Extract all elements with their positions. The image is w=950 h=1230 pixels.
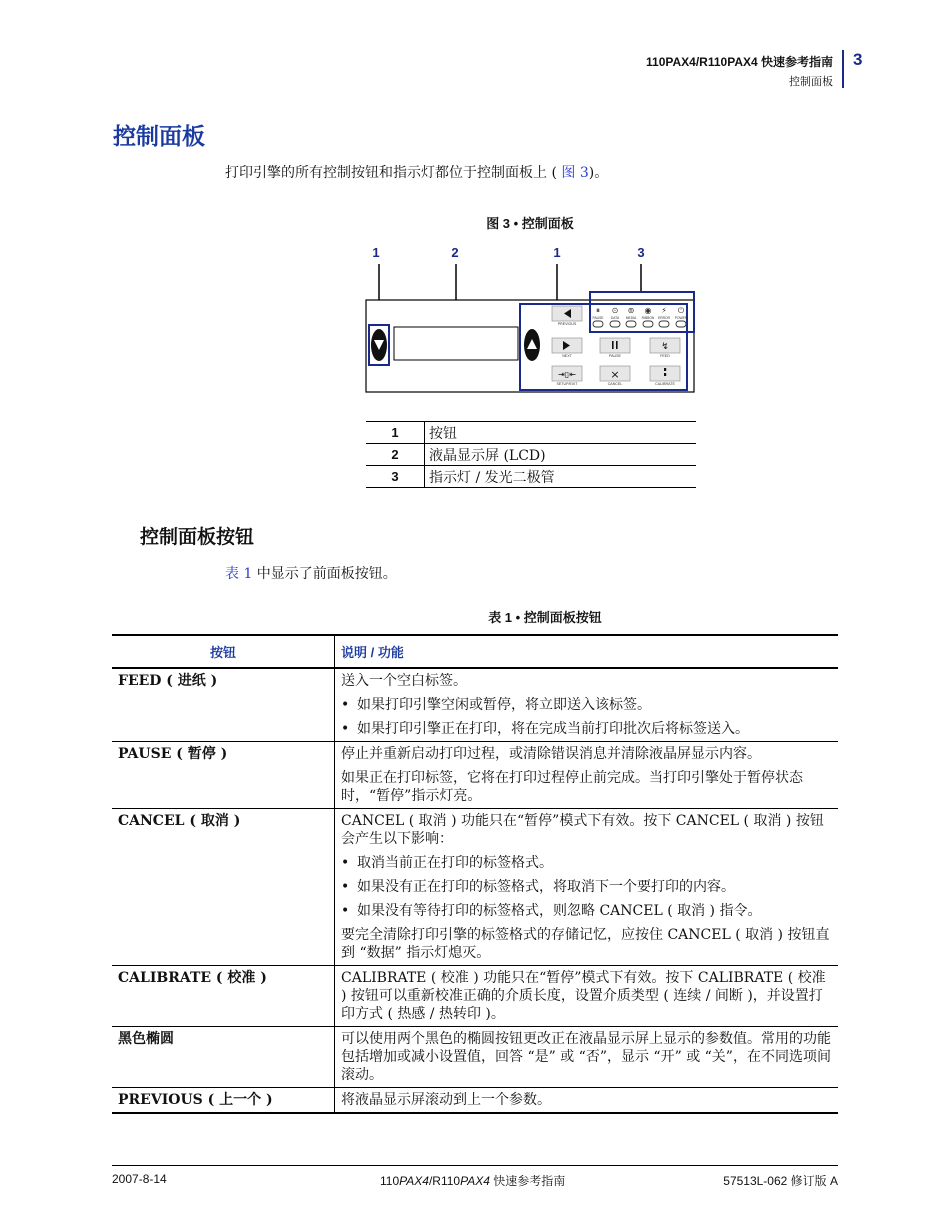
legend-row <box>366 466 696 488</box>
indicator-label-pause: PAUSE <box>592 316 604 320</box>
table-intro <box>225 563 397 583</box>
svg-text:⊙: ⊙ <box>611 306 619 315</box>
svg-text:⏸: ⏸ <box>596 306 600 315</box>
intro-paragraph <box>225 162 608 182</box>
feed-icon: ↯ <box>661 342 669 352</box>
next-label: NEXT <box>562 354 572 358</box>
intro-text: 打印引擎的所有控制按钮和指示灯都位于控制面板上 ( <box>225 165 562 181</box>
row-description <box>335 966 839 1027</box>
led-media <box>626 321 636 327</box>
led-pause <box>593 321 603 327</box>
pause-key <box>600 338 630 353</box>
intro-text-end: )。 <box>588 165 609 181</box>
indicator-label-data: DATA <box>610 316 620 320</box>
lcd-display <box>394 327 518 360</box>
legend-text: 按钮 <box>425 422 697 444</box>
calibrate-icon <box>664 373 666 376</box>
led-ribbon <box>643 321 653 327</box>
row-description <box>335 668 839 742</box>
table-row <box>112 742 838 809</box>
cancel-icon: × <box>610 368 620 381</box>
footer-doc-title <box>380 1172 565 1189</box>
running-header-section: 控制面板 <box>789 76 833 88</box>
bullet-text: 如果打印引擎空闲或暂停，将立即送入该标签。 <box>357 697 651 713</box>
previous-label: PREVIOUS <box>557 322 577 326</box>
bullet-text: 如果打印引擎正在打印，将在完成当前打印批次后将标签送入。 <box>357 721 749 737</box>
control-panel-figure <box>360 240 705 400</box>
pause-icon <box>612 341 614 349</box>
bullet-item: • 如果没有等待打印的标签格式，则忽略 CANCEL ( 取消 ) 指令。 <box>341 903 762 919</box>
setup-exit-icon: ⇥▯⇤ <box>558 370 576 379</box>
svg-text:◉: ◉ <box>644 306 652 315</box>
bullet-item: • 如果没有正在打印的标签格式，将取消下一个要打印的内容。 <box>341 879 735 895</box>
running-header-title: 110PAX4/R110PAX4 快速参考指南 <box>646 55 833 69</box>
description-text: 停止并重新启动打印过程，或清除错误消息并清除液晶屏显示内容。 <box>341 746 761 762</box>
description-text: 要完全清除打印引擎的标签格式的存储记忆，应按住 CANCEL ( 取消 ) 按钮直到 “数据” 指示灯熄灭。 <box>341 927 830 961</box>
bullet-item: • 如果打印引擎正在打印，将在完成当前打印批次后将标签送入。 <box>341 721 749 737</box>
footer-doc-part: 快速参考指南 <box>489 1174 566 1188</box>
calibrate-label: CALIBRATE <box>655 382 675 386</box>
svg-text:⊚: ⊚ <box>627 306 635 315</box>
description-text: 送入一个空白标签。 <box>341 673 467 689</box>
description-text: 如果正在打印标签，它将在打印过程停止前完成。当打印引擎处于暂停状态时，“暂停”指示灯亮。 <box>341 770 803 804</box>
row-button-name: PREVIOUS ( 上一个 ) <box>112 1088 335 1114</box>
row-button-name: FEED ( 进纸 ) <box>112 668 335 742</box>
figure-caption: 图 3 • 控制面板 <box>486 216 574 231</box>
legend-row <box>366 422 696 444</box>
bullet-item: • 取消当前正在打印的标签格式。 <box>341 855 553 871</box>
footer-doc-part: PAX4 <box>460 1174 490 1188</box>
legend-num: 2 <box>366 444 425 466</box>
figure-legend <box>366 421 696 488</box>
figure-link[interactable]: 图 3 <box>561 165 589 181</box>
setup-exit-label: SETUP/EXIT <box>556 382 578 386</box>
footer-part-number: 57513L-062 修订版 A <box>723 1174 838 1188</box>
callout-1b: 1 <box>553 245 561 260</box>
row-description <box>335 809 839 966</box>
row-description <box>335 1088 839 1114</box>
subsection-title: 控制面板按钮 <box>140 527 255 548</box>
legend-num: 1 <box>366 422 425 444</box>
header-button: 按钮 <box>112 635 335 668</box>
callout-1a: 1 <box>372 245 380 260</box>
svg-text:⚡: ⚡ <box>661 306 667 315</box>
led-error <box>659 321 669 327</box>
row-description <box>335 742 839 809</box>
section-title: 控制面板 <box>113 123 205 149</box>
indicator-label-ribbon: RIBBON <box>641 316 655 320</box>
bullet-text: 如果没有等待打印的标签格式，则忽略 CANCEL ( 取消 ) 指令。 <box>357 903 762 919</box>
buttons-table <box>112 634 838 1114</box>
footer-doc-part: /R110 <box>428 1174 461 1188</box>
led-power <box>676 321 686 327</box>
description-text: CANCEL ( 取消 ) 功能只在“暂停”模式下有效。按下 CANCEL ( 取消 ) 按钮会产生以下影响： <box>341 813 824 847</box>
description-text: 可以使用两个黑色的椭圆按钮更改正在液晶显示屏上显示的参数值。常用的功能包括增加或减小设置值，回答 “是” 或 “否”，显示 “开” 或 “关”，在不同选项间滚动。 <box>341 1031 831 1083</box>
footer-date: 2007-8-14 <box>112 1172 167 1186</box>
led-data <box>610 321 620 327</box>
footer-doc-part: PAX4 <box>399 1174 429 1188</box>
legend-row <box>366 444 696 466</box>
table-row <box>112 668 838 742</box>
row-button-name: PAUSE ( 暂停 ) <box>112 742 335 809</box>
svg-text:⏻: ⏻ <box>677 306 685 315</box>
description-text: CALIBRATE ( 校准 ) 功能只在“暂停”模式下有效。按下 CALIBRATE ( 校准 ) 按钮可以重新校准正确的介质长度，设置介质类型 ( 连续 / 间断 )，并设置打印方式 ( 热感 / 热转印 )。 <box>341 970 826 1022</box>
table-intro-text: 中显示了前面板按钮。 <box>252 566 397 582</box>
table-row <box>112 1027 838 1088</box>
cancel-label: CANCEL <box>607 382 623 386</box>
legend-text: 液晶显示屏 (LCD) <box>425 444 697 466</box>
indicator-label-power: POWER <box>674 316 688 320</box>
table-link[interactable]: 表 1 <box>225 566 253 582</box>
indicator-label-media: MEDIA <box>625 316 637 320</box>
bullet-text: 取消当前正在打印的标签格式。 <box>357 855 553 871</box>
table-row <box>112 809 838 966</box>
table-header-row <box>112 635 838 668</box>
footer-rule <box>112 1165 838 1166</box>
row-button-name: CANCEL ( 取消 ) <box>112 809 335 966</box>
feed-label: FEED <box>660 354 670 358</box>
footer-doc-part: 110 <box>380 1174 400 1188</box>
table-row <box>112 966 838 1027</box>
table-caption: 表 1 • 控制面板按钮 <box>488 610 602 625</box>
pause-label: PAUSE <box>609 354 621 358</box>
table-row <box>112 1088 838 1114</box>
indicator-label-error: ERROR <box>658 316 670 320</box>
row-button-name: 黑色椭圆 <box>112 1027 335 1088</box>
description-text: 将液晶显示屏滚动到上一个参数。 <box>341 1092 551 1108</box>
page-number: 3 <box>853 50 863 69</box>
bullet-item: • 如果打印引擎空闲或暂停，将立即送入该标签。 <box>341 697 651 713</box>
row-description <box>335 1027 839 1088</box>
bullet-text: 如果没有正在打印的标签格式，将取消下一个要打印的内容。 <box>357 879 735 895</box>
header-description: 说明 / 功能 <box>335 635 839 668</box>
header-divider <box>842 50 844 88</box>
legend-num: 3 <box>366 466 425 488</box>
legend-text: 指示灯 / 发光二极管 <box>425 466 697 488</box>
callout-2: 2 <box>451 245 459 260</box>
row-button-name: CALIBRATE ( 校准 ) <box>112 966 335 1027</box>
callout-3: 3 <box>637 245 645 260</box>
